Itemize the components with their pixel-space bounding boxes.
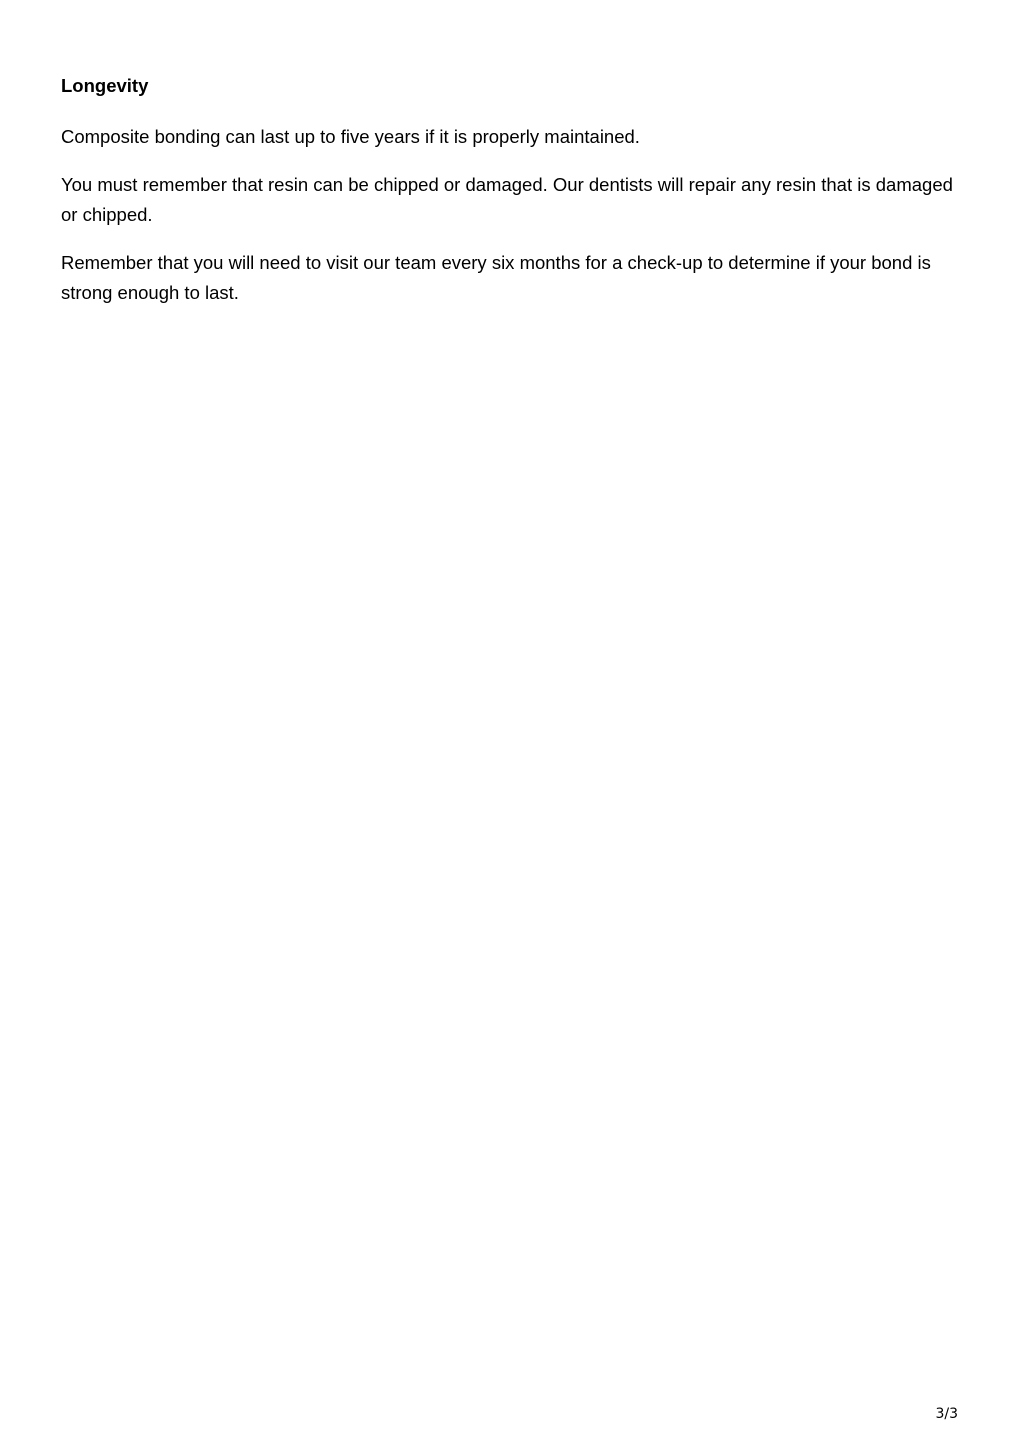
paragraph-resin-damage: You must remember that resin can be chipped or damaged. Our dentists will repair any resin that is damaged or chipped.	[61, 174, 953, 225]
paragraph-longevity-duration: Composite bonding can last up to five years if it is properly maintained.	[61, 126, 640, 147]
paragraph-checkup-reminder: Remember that you will need to visit our team every six months for a check-up to determine if your bond is strong enough to last.	[61, 252, 931, 303]
document-body	[61, 74, 961, 326]
page-number: 3/3	[935, 1406, 958, 1422]
section-heading: Longevity	[61, 75, 149, 96]
